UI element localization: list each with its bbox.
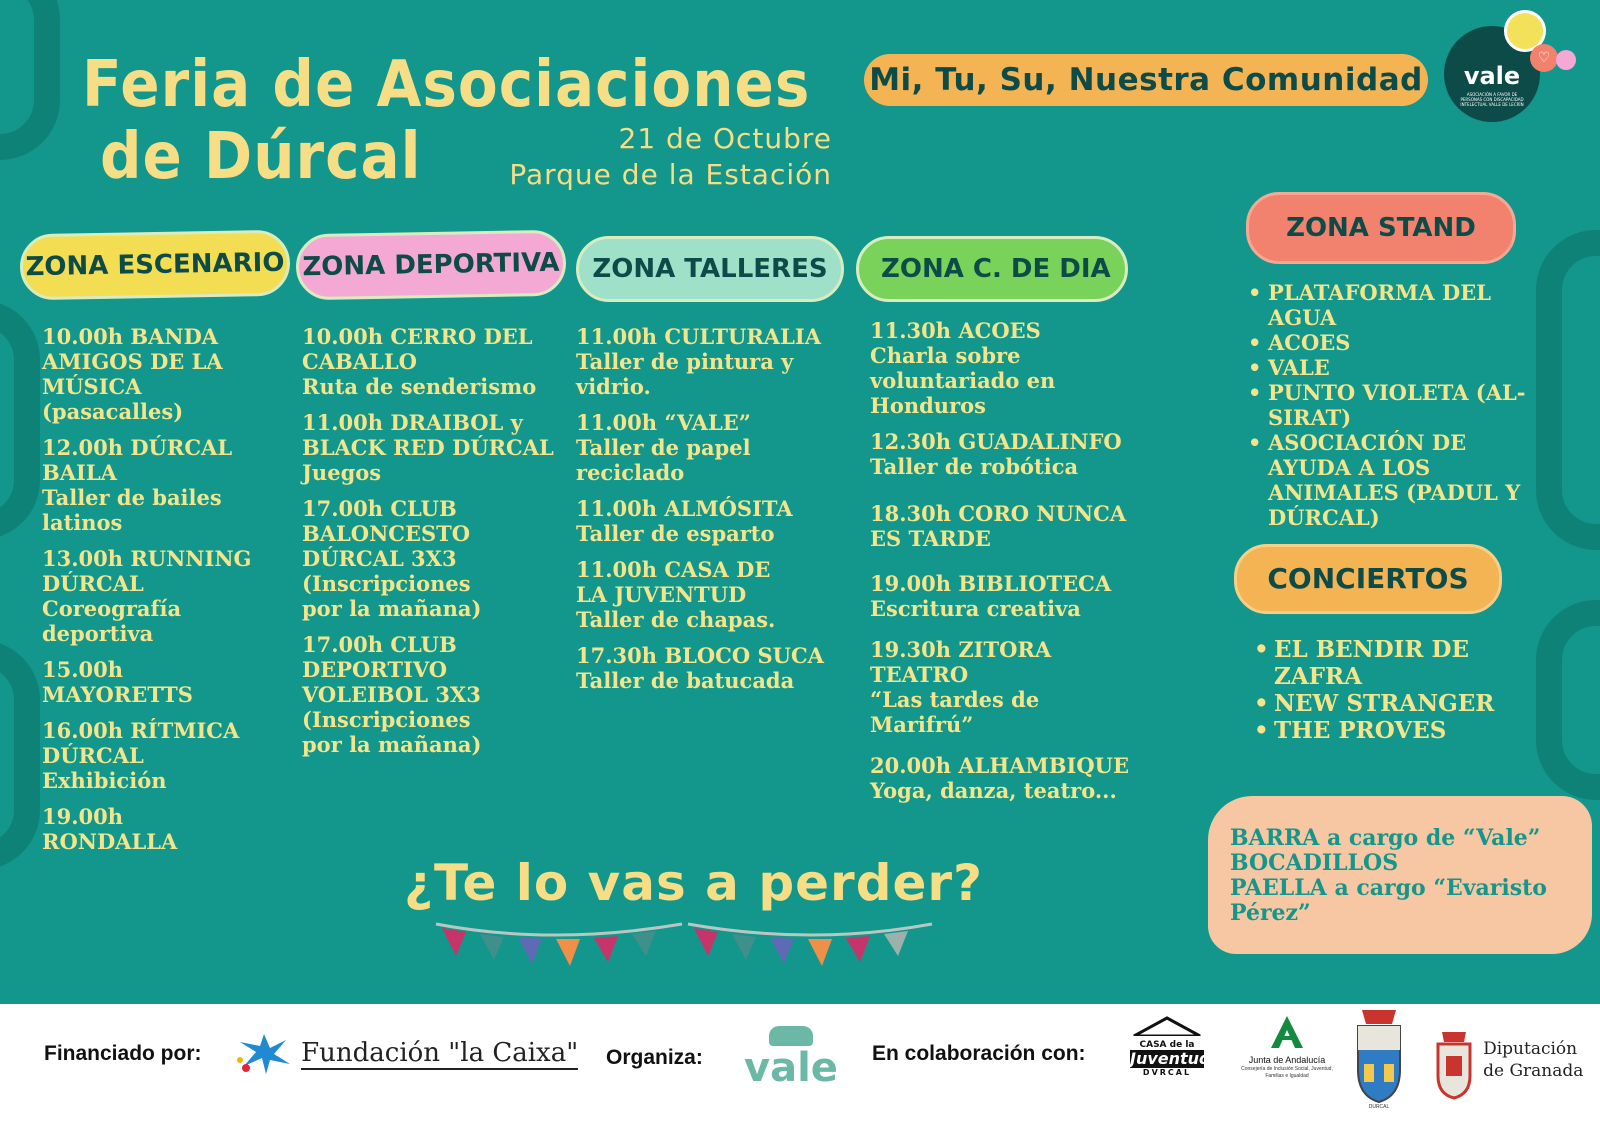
stand-item: • PUNTO VIOLETA (AL-SIRAT) [1246, 380, 1546, 430]
event-desc: Charla sobre voluntariado en Honduros [870, 343, 1056, 418]
event-desc: Taller de batucada [576, 668, 795, 693]
junta-sub: Consejería de Inclusión Social, Juventud, Familias e Igualdad [1241, 1066, 1333, 1079]
zone-deportiva-pill: ZONA DEPORTIVA [295, 230, 566, 301]
event-time: 13.00h RUNNING DÚRCAL [42, 546, 252, 596]
event-time: 20.00h ALHAMBIQUE [870, 753, 1129, 778]
financiado-label: Financiado por: [44, 1042, 202, 1065]
event-time: 19.00h BIBLIOTECA [870, 571, 1112, 596]
concierto-item: • EL BENDIR DE ZAFRA [1252, 636, 1492, 690]
event-time: 15.00h MAYORETTS [42, 657, 193, 707]
escenario-events [42, 324, 272, 865]
event-time: 11.00h CULTURALIA [576, 324, 821, 349]
junta-logo [1240, 1014, 1334, 1080]
event-item [42, 546, 272, 646]
durcal-shield-logo [1352, 1006, 1406, 1110]
event-time: 17.30h BLOCO SUCA [576, 643, 824, 668]
vale-footer-logo [744, 1026, 838, 1090]
event-time: 16.00h RÍTMICA DÚRCAL [42, 718, 240, 768]
event-item [302, 324, 562, 399]
event-item [42, 718, 272, 793]
event-time: 12.30h GUADALINFO [870, 429, 1122, 454]
event-item [302, 410, 562, 485]
caixa-star-icon [234, 1030, 292, 1076]
event-item [870, 429, 1170, 479]
vale-footer-icon [769, 1026, 813, 1046]
food-line1: BARRA a cargo de “Vale” [1230, 825, 1541, 851]
event-item [42, 804, 202, 854]
concierto-item: • THE PROVES [1252, 717, 1552, 744]
event-item [576, 643, 846, 693]
event-desc: (pasacalles) [42, 399, 184, 424]
deco-shape [0, 640, 40, 870]
casa-juventud-logo [1130, 1016, 1211, 1086]
food-line2: BOCADILLOS [1230, 850, 1399, 876]
event-desc: Taller de papel reciclado [576, 435, 751, 485]
event-item [576, 324, 846, 399]
event-time: 17.00h CLUB BALONCESTO DÚRCAL 3X3 [302, 496, 471, 571]
event-desc: Taller de bailes latinos [42, 485, 222, 535]
event-desc: Taller de pintura y vidrio. [576, 349, 794, 399]
casa-line1: CASA de la [1139, 1040, 1195, 1050]
event-item [870, 318, 1090, 418]
organiza-label: Organiza: [606, 1046, 703, 1069]
zone-stand-pill: ZONA STAND [1246, 192, 1516, 264]
event-desc: Taller de chapas. [576, 607, 776, 632]
bunting-icon [432, 916, 952, 996]
event-item [42, 324, 272, 424]
event-place: Parque de la Estación [509, 158, 832, 191]
title-line2: de Dúrcal [100, 118, 422, 194]
caixa-logo [234, 1030, 578, 1076]
house-icon [1130, 1016, 1204, 1036]
vale-logo-text: vale [1463, 62, 1521, 90]
stand-item: • PLATAFORMA DEL AGUA [1246, 280, 1546, 330]
junta-a-icon [1267, 1014, 1307, 1050]
diputacion-line1: Diputación [1483, 1039, 1578, 1059]
stand-item: • ACOES [1246, 330, 1546, 355]
deco-shape [0, 0, 60, 160]
event-time: 11.00h ALMÓSITA [576, 496, 793, 521]
event-desc: Yoga, danza, teatro... [870, 778, 1117, 803]
colaboracion-label: En colaboración con: [872, 1042, 1086, 1065]
event-time: 19.00h RONDALLA [42, 804, 178, 854]
event-desc: Taller de esparto [576, 521, 775, 546]
event-desc: Juegos [302, 460, 382, 485]
zone-escenario-pill: ZONA ESCENARIO [19, 230, 290, 301]
conciertos-pill: CONCIERTOS [1234, 544, 1502, 614]
event-item [302, 496, 512, 621]
event-item [302, 632, 512, 757]
event-time: 11.00h “VALE” [576, 410, 751, 435]
event-item [576, 557, 806, 632]
casa-line2: Juventud [1130, 1049, 1211, 1068]
event-item [576, 410, 776, 485]
food-line3: PAELLA a cargo “Evaristo Pérez” [1230, 875, 1547, 926]
slogan-pill: Mi, Tu, Su, Nuestra Comunidad [864, 54, 1428, 106]
event-item [42, 657, 232, 707]
zone-cdia-pill: ZONA C. DE DIA [856, 236, 1128, 302]
event-desc: Taller de robótica [870, 454, 1079, 479]
event-time: 10.00h CERRO DEL CABALLO [302, 324, 533, 374]
sponsors-footer [0, 1004, 1600, 1131]
zone-talleres-pill: ZONA TALLERES [576, 236, 844, 302]
vale-logo-subtext: ASOCIACIÓN A FAVOR DE PERSONAS CON DISCAPACIDAD INTELECTUAL VALLE DE LECRÍN [1460, 92, 1524, 107]
food-box [1208, 796, 1592, 954]
diputacion-line2: de Granada [1483, 1061, 1584, 1081]
conciertos-list [1252, 636, 1552, 744]
event-item [870, 571, 1170, 621]
caixa-name: Fundación "la Caixa" [301, 1038, 579, 1068]
junta-name: Junta de Andalucía [1248, 1055, 1326, 1065]
event-desc: (Inscripciones por la mañana) [302, 571, 482, 621]
star-icon [1556, 50, 1576, 70]
event-desc: Escritura creativa [870, 596, 1081, 621]
diputacion-shield-icon [1434, 1030, 1474, 1100]
event-item [870, 501, 1130, 551]
stand-list [1246, 280, 1546, 530]
cdia-events [870, 318, 1170, 814]
event-date: 21 de Octubre [618, 122, 832, 155]
stand-item: • VALE [1246, 355, 1546, 380]
event-time: 12.00h DÚRCAL BAILA [42, 435, 233, 485]
event-time: 11.00h DRAIBOL y BLACK RED DÚRCAL [302, 410, 554, 460]
deportiva-events [302, 324, 562, 768]
event-desc: Ruta de senderismo [302, 374, 537, 399]
question-heading: ¿Te lo vas a perder? [404, 854, 984, 912]
event-item [870, 753, 1170, 803]
event-time: 18.30h CORO NUNCA ES TARDE [870, 501, 1127, 551]
event-time: 11.30h ACOES [870, 318, 1041, 343]
concierto-item: • NEW STRANGER [1252, 690, 1552, 717]
event-desc: Coreografía deportiva [42, 596, 182, 646]
event-item [870, 637, 1090, 737]
event-time: 10.00h BANDA AMIGOS DE LA MÚSICA [42, 324, 223, 399]
event-desc: “Las tardes de Marifrú” [870, 687, 1040, 737]
event-item [42, 435, 272, 535]
stand-item: • ASOCIACIÓN DE AYUDA A LOS ANIMALES (PADUL Y DÚRCAL) [1246, 430, 1546, 530]
event-desc: Exhibición [42, 768, 167, 793]
talleres-events [576, 324, 846, 704]
deco-shape [0, 300, 40, 540]
casa-line3: DVRCAL [1142, 1068, 1192, 1077]
event-time: 17.00h CLUB DEPORTIVO VOLEIBOL 3X3 [302, 632, 481, 707]
event-item [576, 496, 846, 546]
event-time: 11.00h CASA DE LA JUVENTUD [576, 557, 771, 607]
shield-icon [1352, 1006, 1406, 1110]
durcal-shield-label: DURCAL [1368, 1104, 1390, 1110]
vale-footer-text: vale [744, 1045, 838, 1091]
title-line1: Feria de Asociaciones [82, 46, 811, 122]
heart-icon: ♡ [1530, 44, 1558, 72]
event-desc: (Inscripciones por la mañana) [302, 707, 482, 757]
diputacion-logo [1434, 1030, 1583, 1100]
event-time: 19.30h ZITORA TEATRO [870, 637, 1052, 687]
